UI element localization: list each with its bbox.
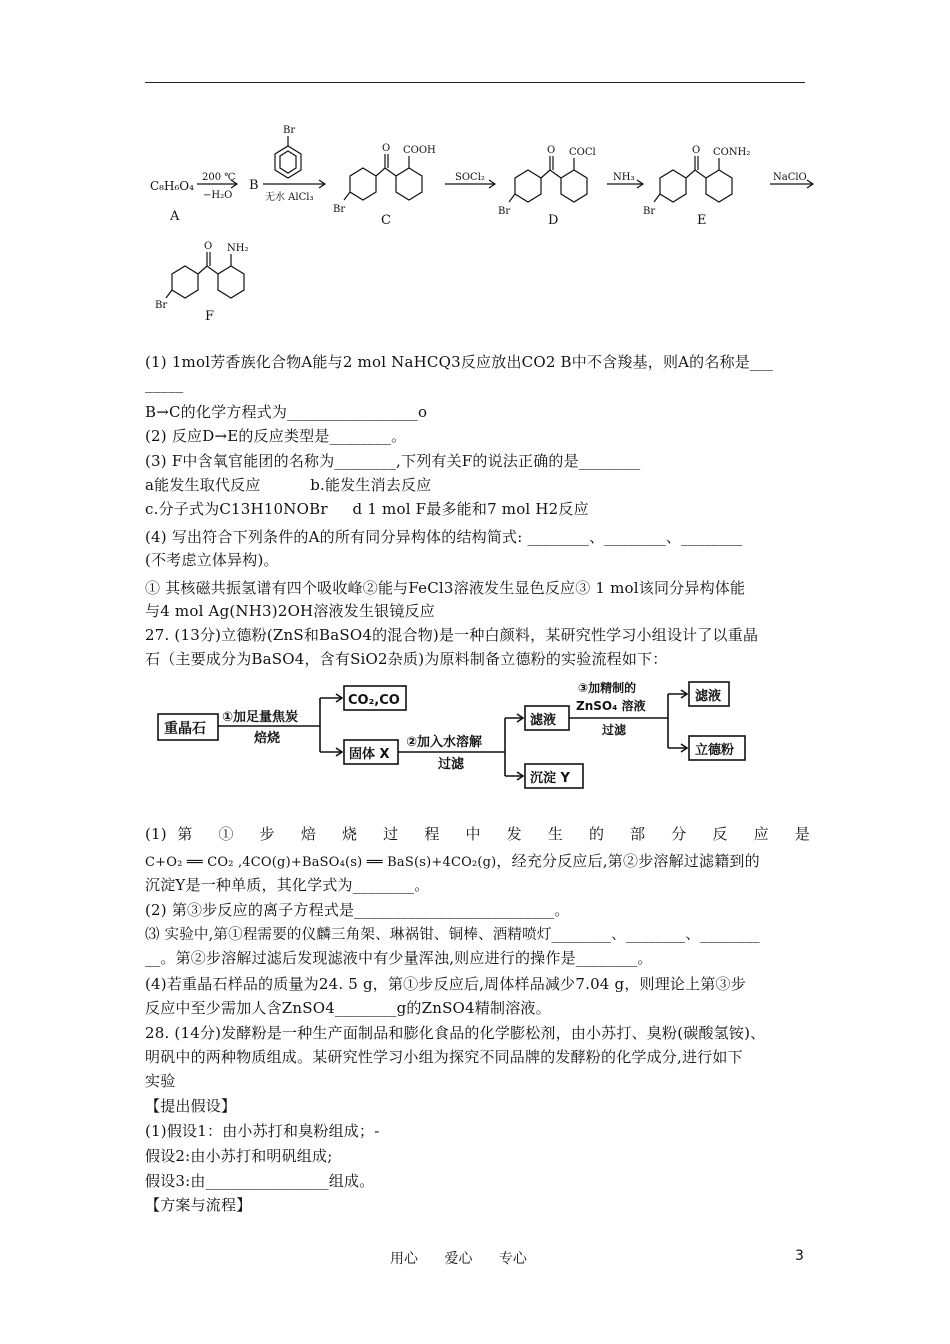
br-reagent: Br <box>283 125 296 136</box>
header-rule <box>145 82 805 83</box>
arrow3-reagent: SOCl₂ <box>455 172 485 183</box>
label-B: B <box>249 178 259 193</box>
hypothesis-1: (1)假设1：由小苏打和臭粉组成；- <box>145 1122 380 1140</box>
q3-line: (3) F中含氧官能团的名称为________,下列有关F的说法正确的是________ <box>145 452 641 470</box>
box-raw: 重晶石 <box>164 721 206 737</box>
hypothesis-2: 假设2:由小苏打和明矾组成; <box>145 1147 333 1165</box>
arrow1-byproduct: −H₂O <box>203 190 233 201</box>
q27-2-line: (2) 第③步反应的离子方程式是__________________________。 <box>145 901 570 919</box>
box-product: 立德粉 <box>695 743 735 758</box>
q1-bc-equation: B→C的化学方程式为_________________o <box>145 403 428 421</box>
oxygen-E: O <box>692 145 701 156</box>
q27-3-line-cont: __。第②步溶解过滤后发现滤液中有少量浑浊,则应进行的操作是________。 <box>145 949 653 967</box>
arrow5-reagent: NaClO <box>773 172 807 183</box>
br-E: Br <box>643 206 656 217</box>
section-scheme: 【方案与流程】 <box>145 1196 252 1214</box>
oxygen-D: O <box>547 145 556 156</box>
q27-3-line: ⑶ 实验中,第①程需要的仪麟三角架、琳祸钳、铜棒、酒精喷灯________、________、________ <box>145 927 760 943</box>
step2-process: 过滤 <box>438 757 465 772</box>
page-number: 3 <box>795 1248 804 1264</box>
q4-conditions: ① 其核磁共振氢谱有四个吸收峰②能与FeCl3溶液发生显色反应③ 1 mol该同分异构体能 <box>145 579 746 597</box>
label-D: D <box>548 213 559 228</box>
q27-4-line-cont: 反应中至少需加人含ZnSO4________g的ZnSO4精制溶液。 <box>145 999 551 1017</box>
q27-1-equation-line <box>145 850 810 874</box>
group-C: COOH <box>403 145 436 156</box>
group-E: CONH₂ <box>713 147 751 158</box>
oxygen-F: O <box>204 241 213 252</box>
q27-intro: 27. (13分)立德粉(ZnS和BaSO4的混合物)是一种白颜料，某研究性学习小组设计了以重晶 <box>145 626 759 644</box>
q1-line-cont: _____ <box>145 375 184 393</box>
oxygen-C: O <box>382 143 391 154</box>
q3-options-ab: a能发生取代反应 b.能发生消去反应 <box>145 476 432 494</box>
q27-4-line: (4)若重晶石样品的质量为24. 5 g，第①步反应后,周体样品减少7.04 g，则理论上第③步 <box>145 975 746 993</box>
step1-reagent: ①加足量焦炭 <box>222 710 299 725</box>
label-F: F <box>205 309 215 324</box>
formula-A: C₈H₆O₄ <box>150 179 194 193</box>
br-D: Br <box>498 206 511 217</box>
q4-conditions-cont: 与4 mol Ag(NH3)2OH溶液发生银镜反应 <box>145 602 435 620</box>
q1-line: (1) 1mol芳香族化合物A能与2 mol NaHCQ3反应放出CO2 B中不含羧基，则A的名称是___ <box>145 353 774 371</box>
hypothesis-3: 假设3:由________________组成。 <box>145 1172 375 1190</box>
reaction-equations: C+O₂ ══ CO₂ ,4CO(g)+BaSO₄(s) ══ BaS(s)+4CO₂(g) <box>145 855 497 870</box>
q27-intro-cont: 石（主要成分为BaSO4，含有SiO2杂质)为原料制备立德粉的实验流程如下： <box>145 650 668 668</box>
process-flowchart-svg <box>150 678 780 796</box>
arrow4-reagent: NH₃ <box>613 172 635 183</box>
group-F: NH₂ <box>227 243 249 254</box>
q2-line: (2) 反应D→E的反应类型是________。 <box>145 427 407 445</box>
step3-reagent-2: ZnSO₄ 溶液 <box>576 699 646 713</box>
box-filtrate-2: 滤液 <box>695 689 722 704</box>
q27-1-line: (1)第 ① 步 焙 烧 过 程 中 发 生 的 部 分 反 应 是 <box>145 825 810 843</box>
step1-process: 焙烧 <box>254 731 281 746</box>
box-filtrate: 滤液 <box>530 713 557 728</box>
label-A: A <box>170 209 180 224</box>
arrow2-catalyst: 无水 AlCl₃ <box>265 192 314 203</box>
step3-process: 过滤 <box>602 723 627 737</box>
reaction-scheme-svg <box>145 118 825 328</box>
arrow1-condition: 200 ℃ <box>202 172 236 183</box>
box-precip-y: 沉淀 Y <box>530 771 570 786</box>
br-F: Br <box>155 300 168 311</box>
q4-note: (不考虑立体异构)。 <box>145 551 279 569</box>
step3-reagent: ③加精制的 <box>578 681 637 695</box>
box-solid-x: 固体 X <box>349 747 390 762</box>
label-C: C <box>381 213 391 228</box>
q28-intro: 28. (14分)发酵粉是一种生产面制品和膨化食品的化学膨松剂，由小苏打、臭粉(碳酸氢铵)、 <box>145 1024 766 1042</box>
footer-slogan: 用心 爱心 专心 <box>390 1251 527 1267</box>
section-hypothesis: 【提出假设】 <box>145 1097 237 1115</box>
q28-intro-end: 实验 <box>145 1072 176 1090</box>
label-E: E <box>697 213 707 228</box>
process-flowchart <box>150 678 780 796</box>
reaction-scheme <box>145 118 825 328</box>
box-gas: CO₂,CO <box>348 693 400 708</box>
q28-intro-cont: 明矾中的两种物质组成。某研究性学习小组为探究不同品牌的发酵粉的化学成分,进行如下 <box>145 1048 743 1066</box>
q4-line: (4) 写出符合下列条件的A的所有同分异构体的结构简式: ________、________、________ <box>145 528 743 546</box>
br-C: Br <box>333 204 346 215</box>
q27-1-line-cont: ，经充分反应后,第②步溶解过滤籍到的 <box>496 852 760 870</box>
q3-options-cd: c.分子式为C13H10NOBr d 1 mol F最多能和7 mol H2反应 <box>145 500 589 518</box>
group-D: COCl <box>569 147 596 158</box>
step2-reagent: ②加入水溶解 <box>406 735 483 750</box>
q27-1-precip: 沉淀Y是一种单质，其化学式为________。 <box>145 876 430 894</box>
